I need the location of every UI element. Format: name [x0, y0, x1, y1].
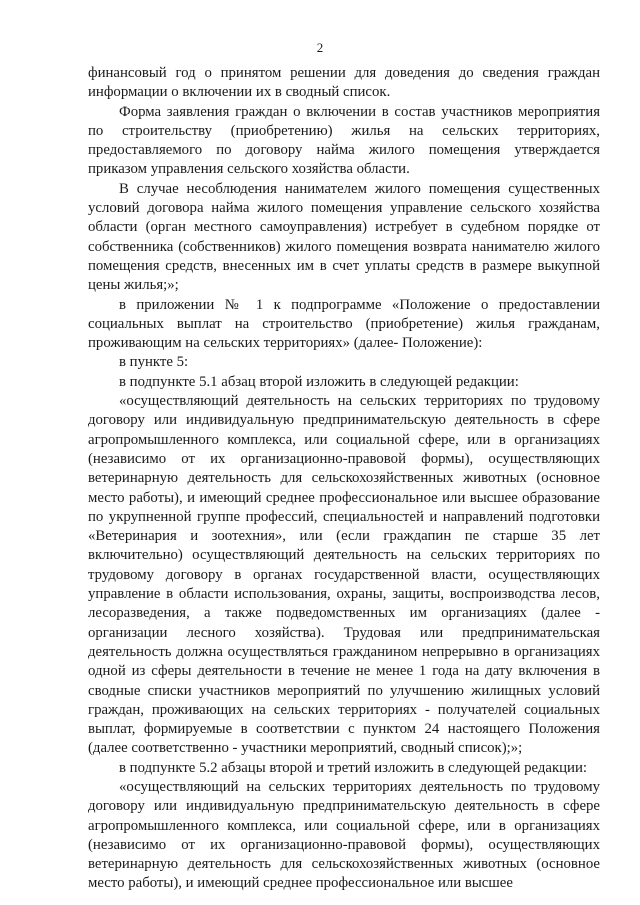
paragraph-point-5: в пункте 5:	[119, 354, 189, 371]
document-body	[88, 64, 600, 894]
paragraph-appendix-1: в приложении № 1 к подпрограмме «Положение о предоставлении социальных выплат на строительство (приобретение) жилья гражданам, проживающим на сельских территориях» (далее- Положение):	[88, 296, 600, 352]
paragraph-subpoint-5-1: в подпункте 5.1 абзац второй изложить в следующей редакции:	[119, 373, 519, 390]
paragraph-subpoint-5-2: в подпункте 5.2 абзацы второй и третий изложить в следующей редакции:	[119, 759, 587, 776]
paragraph-quote-5-2: «осуществляющий на сельских территориях деятельность по трудовому договору или индивидуальную предпринимательскую деятельность в сфере агропромышленного комплекса, или социальной сфере, или в организациях (независимо от их организационно-правовой формы), осуществляющих ветеринарную деятельность для сельскохозяйственных животных (основное место работы), и имеющий среднее профессиональное или высшее	[88, 778, 600, 892]
paragraph-continuation: финансовый год о принятом решении для доведения до сведения граждан информации о включении их в сводный список.	[88, 65, 600, 101]
paragraph-contract-violation: В случае несоблюдения нанимателем жилого помещения существенных условий договора найма жилого помещения управление сельского хозяйства области (орган местного самоуправления) истребует в судебном порядке от собственника (собственников) жилого помещения возврата нанимателю жилого помещения средств, внесенных им в счет уплаты средств в размере выкупной цены жилья;»;	[88, 180, 600, 294]
paragraph-application-form: Форма заявления граждан о включении в состав участников мероприятия по строительству (приобретению) жилья на сельских территориях, предоставляемого по договору найма жилого помещения утверждается приказом управления сельского хозяйства области.	[88, 103, 600, 178]
paragraph-quote-5-1: «осуществляющий деятельность на сельских территориях по трудовому договору или индивидуальную предпринимательскую деятельность в сфере агропромышленного комплекса, или социальной сфере, или в организациях (независимо от их организационно-правовой формы), осуществляющих ветеринарную деятельность для сельскохозяйственных животных (основное место работы), и имеющий среднее профессиональное или высшее образование по укрупненной группе профессий, специальностей и направлений подготовки «Ветеринария и зоотехния», или (если граждапин пе старше 35 лет включительно) осуществляющий деятельность на сельских территориях по трудовому договору в органах государственной власти, осуществляющих управление в области использования, охраны, защиты, воспроизводства лесов, лесоразведения, а также подведомственных им организациях (далее - организации лесного хозяйства). Трудовая или предпринимательская деятельность должна осуществляться гражданином непрерывно в организациях одной из сферы деятельности в течение не менее 1 года на дату включения в сводные списки участников мероприятий по улучшению жилищных условий граждан, проживающих на сельских территориях - получателей социальных выплат, формируемые в соответствии с пунктом 24 настоящего Положения (далее соответственно - участники мероприятий, сводный список);»;	[88, 393, 600, 757]
page-number: 2	[316, 40, 324, 55]
